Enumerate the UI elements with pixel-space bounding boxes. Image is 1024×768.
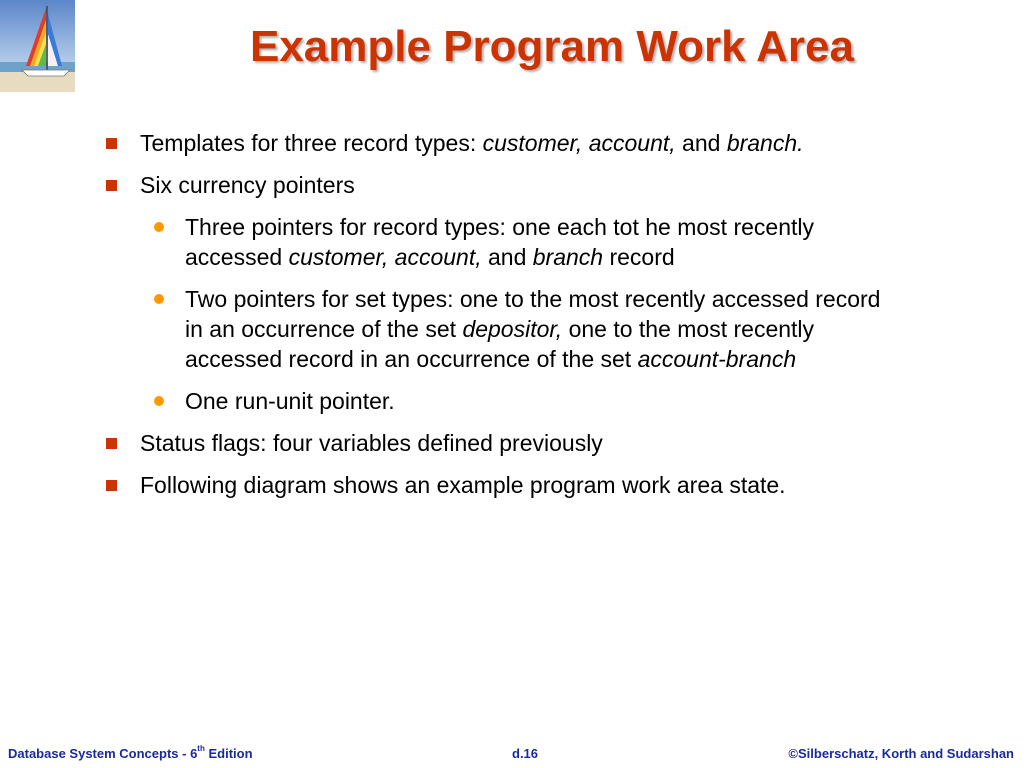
page-title: Example Program Work Area: [249, 22, 854, 71]
footer-slide-number: d.16: [512, 746, 539, 761]
footer: [0, 746, 1024, 762]
sub-list-item: Three pointers for record types: one each tot he most recently accessed customer, account, and branch record: [100, 212, 900, 272]
list-item: Following diagram shows an example program work area state.: [100, 470, 900, 500]
square-bullet-icon: [106, 138, 117, 149]
footer-book-title: Database System Concepts - 6th Edition: [8, 744, 253, 761]
square-bullet-icon: [106, 480, 117, 491]
square-bullet-icon: [106, 180, 117, 191]
circle-bullet-icon: [154, 396, 164, 406]
sub-list-item: One run-unit pointer.: [100, 386, 900, 416]
circle-bullet-icon: [154, 222, 164, 232]
list-item: Six currency pointers: [100, 170, 900, 200]
square-bullet-icon: [106, 438, 117, 449]
footer-copyright: ©Silberschatz, Korth and Sudarshan: [788, 746, 1014, 761]
list-item: Templates for three record types: customer, account, and branch.: [100, 128, 900, 158]
sub-list-item: Two pointers for set types: one to the most recently accessed record in an occurrence of the set depositor, one to the most recently accessed record in an occurrence of the set account-branch: [100, 284, 900, 374]
circle-bullet-icon: [154, 294, 164, 304]
bullet-list: [100, 128, 900, 512]
list-item: Status flags: four variables defined previously: [100, 428, 900, 458]
